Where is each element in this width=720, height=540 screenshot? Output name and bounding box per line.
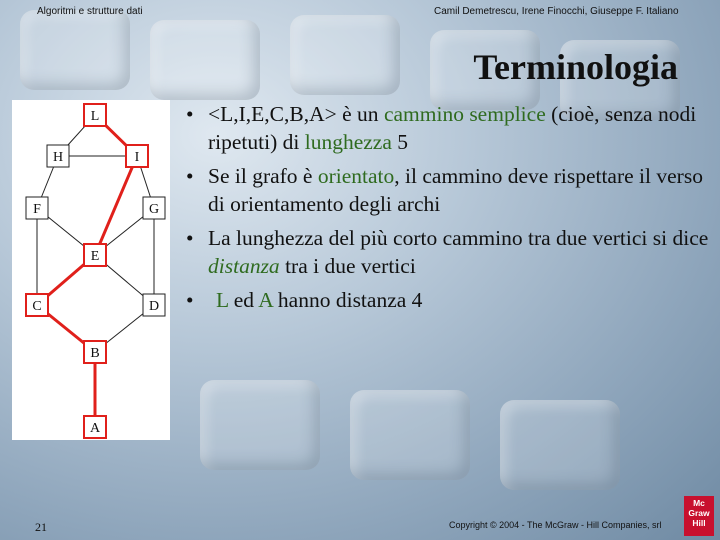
highlight-term: lunghezza bbox=[304, 130, 392, 154]
keycap-decoration bbox=[350, 390, 470, 480]
bullet-text: (cioè, senza nodi ripetuti) di bbox=[208, 102, 697, 154]
mcgraw-hill-logo bbox=[684, 496, 714, 536]
bullet-text: , il cammino deve rispettare il verso di orientamento degli archi bbox=[208, 164, 703, 216]
graph-node-label: D bbox=[148, 299, 160, 314]
bullet-text: Se il grafo è bbox=[208, 164, 318, 188]
graph-diagram bbox=[12, 100, 170, 440]
copyright-text: Copyright © 2004 - The McGraw - Hill Companies, srl bbox=[449, 520, 662, 530]
graph-node-label: L bbox=[90, 109, 100, 124]
graph-node-label: H bbox=[52, 150, 64, 165]
highlight-term: A bbox=[258, 288, 273, 312]
slide-number: 21 bbox=[35, 520, 47, 534]
keycap-decoration bbox=[290, 15, 400, 95]
bullet-text: 5 bbox=[391, 130, 409, 154]
graph-figure bbox=[12, 100, 170, 440]
keycap-decoration bbox=[200, 380, 320, 470]
bullet-list bbox=[184, 100, 714, 314]
keycap-decoration bbox=[20, 10, 130, 90]
logo-line: Hill bbox=[692, 518, 706, 528]
bullet-item bbox=[184, 162, 714, 218]
graph-node-label: E bbox=[90, 249, 100, 264]
bullet-dot: • bbox=[186, 226, 194, 250]
highlight-term: orientato bbox=[317, 164, 395, 188]
bullet-text: ed bbox=[228, 288, 259, 312]
bullet-text: La lunghezza del più corto cammino tra due vertici si dice bbox=[208, 226, 709, 250]
highlight-term: cammino semplice bbox=[383, 102, 546, 126]
logo-line: Mc bbox=[693, 498, 705, 508]
bullet-dot: • bbox=[186, 164, 194, 188]
bullet-text: <L,I,E,C,B,A> è un bbox=[208, 102, 384, 126]
highlight-term: distanza bbox=[208, 254, 280, 278]
graph-node-label: A bbox=[89, 421, 101, 436]
graph-node-label: I bbox=[134, 150, 140, 165]
logo-line: Graw bbox=[688, 508, 710, 518]
bullet-text: hanno distanza 4 bbox=[272, 288, 423, 312]
bullet-item bbox=[184, 286, 714, 314]
keycap-decoration bbox=[500, 400, 620, 490]
bullet-dot: • bbox=[186, 102, 194, 126]
bullet-item bbox=[184, 100, 714, 156]
graph-node-label: B bbox=[90, 346, 100, 361]
bullet-dot: • bbox=[186, 288, 194, 312]
bullet-text: tra i due vertici bbox=[279, 254, 416, 278]
bullet-item bbox=[184, 224, 714, 280]
header-course: Algoritmi e strutture dati bbox=[37, 6, 143, 17]
path-edge bbox=[95, 156, 137, 255]
graph-node-label: G bbox=[148, 202, 160, 217]
graph-node-label: F bbox=[33, 202, 41, 217]
slide-title: Terminologia bbox=[473, 47, 678, 87]
keycap-decoration bbox=[150, 20, 260, 100]
header-authors: Camil Demetrescu, Irene Finocchi, Giuseppe F. Italiano bbox=[434, 6, 679, 17]
graph-node-label: C bbox=[32, 299, 42, 314]
highlight-term: L bbox=[216, 288, 229, 312]
